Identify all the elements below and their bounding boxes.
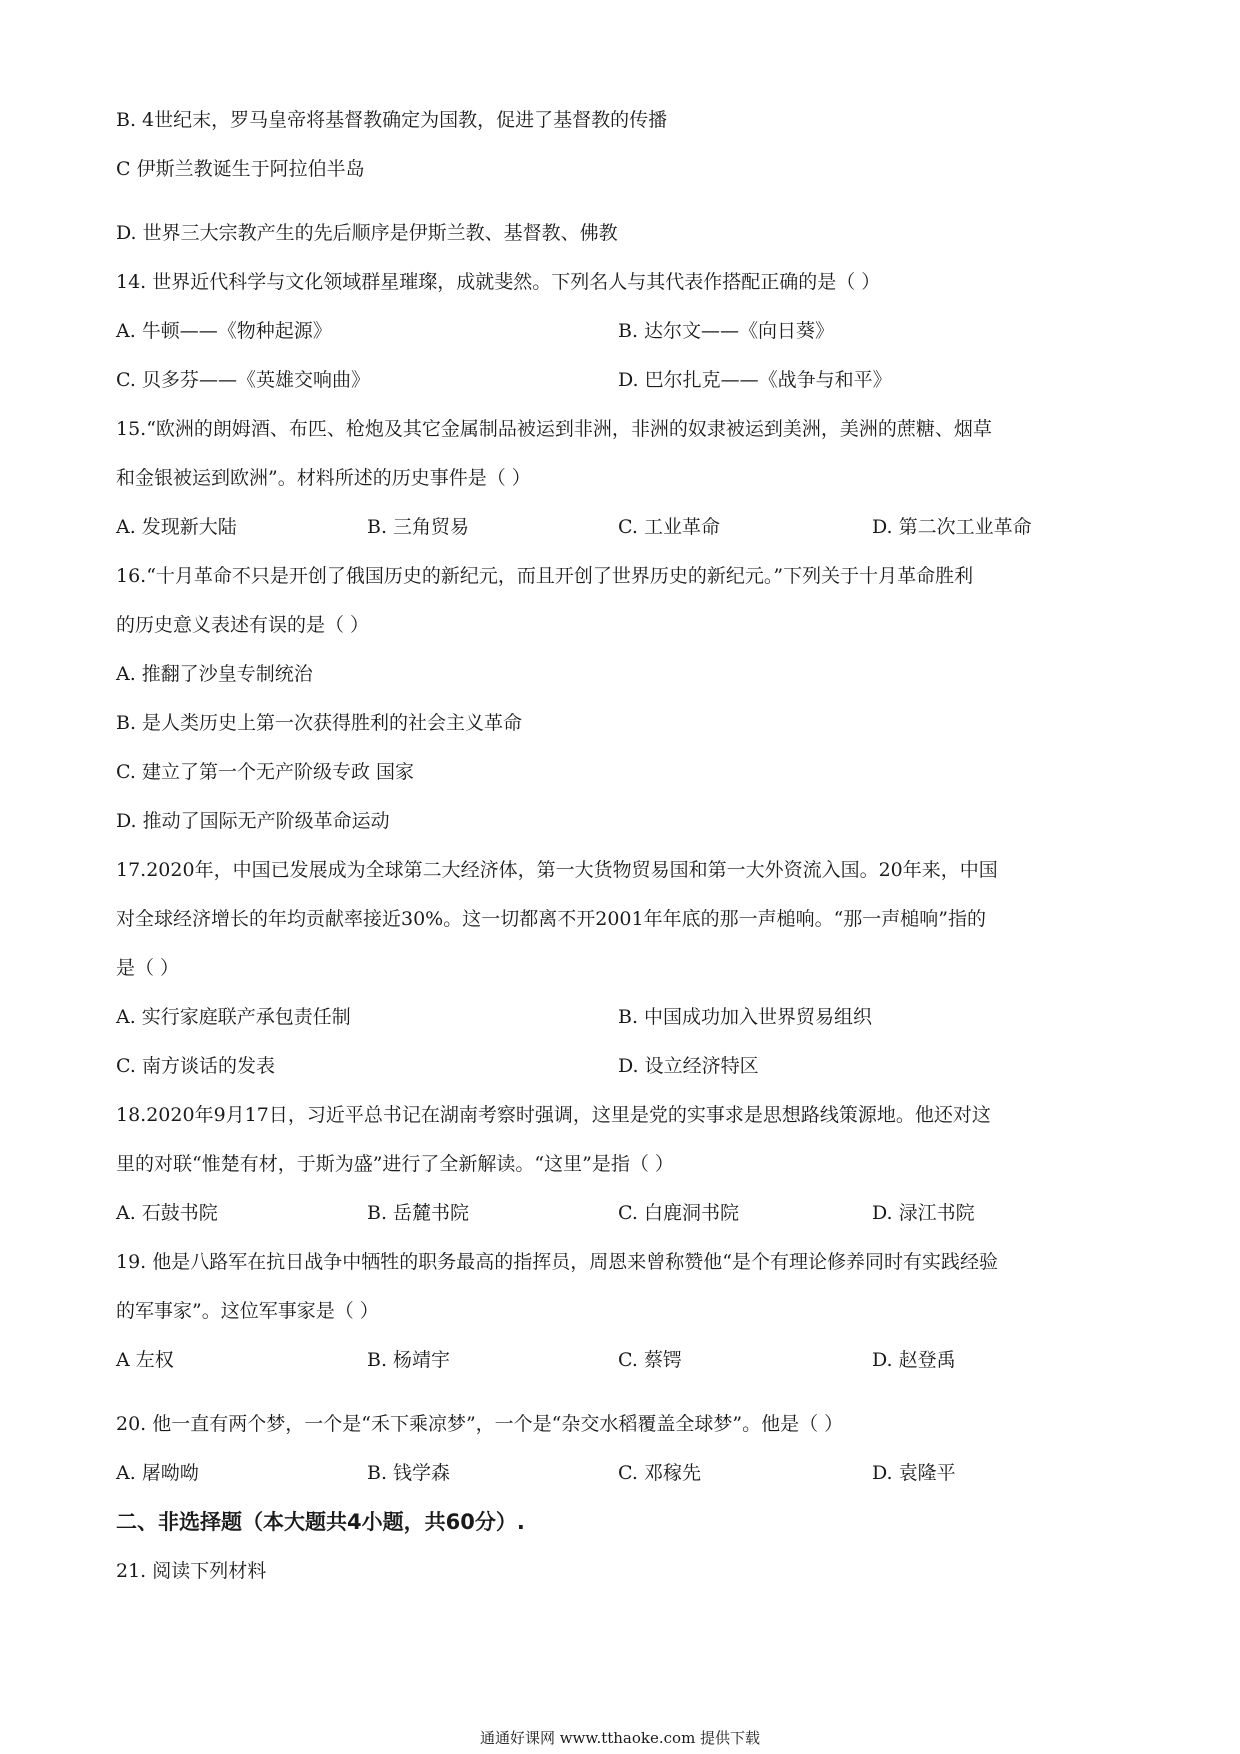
q18-option-b: B. 岳麓书院 xyxy=(367,1202,470,1224)
q15-option-d: D. 第二次工业革命 xyxy=(872,516,1032,538)
q20-option-d: D. 袁隆平 xyxy=(872,1462,956,1484)
q13-option-c: C 伊斯兰教诞生于阿拉伯半岛 xyxy=(116,158,365,180)
q19-option-b: B. 杨靖宇 xyxy=(367,1349,451,1371)
q17-option-d: D. 设立经济特区 xyxy=(618,1055,759,1077)
q17-option-c: C. 南方谈话的发表 xyxy=(116,1055,275,1077)
q18-option-a: A. 石鼓书院 xyxy=(116,1202,218,1224)
q20-option-a: A. 屠呦呦 xyxy=(116,1462,199,1484)
q19-stem-line1: 19. 他是八路军在抗日战争中牺牲的职务最高的指挥员，周恩来曾称赞他“是个有理论修养同时有实践经验 xyxy=(116,1251,998,1273)
q19-stem-line2: 的军事家”。这位军事家是（ ） xyxy=(116,1300,379,1322)
q14-stem: 14. 世界近代科学与文化领域群星璀璨，成就斐然。下列名人与其代表作搭配正确的是（ ） xyxy=(116,271,881,293)
q13-option-b: B. 4世纪末，罗马皇帝将基督教确定为国教，促进了基督教的传播 xyxy=(116,109,668,131)
q16-stem-line1: 16.“十月革命不只是开创了俄国历史的新纪元，而且开创了世界历史的新纪元。”下列关于十月革命胜利 xyxy=(116,565,974,587)
q15-option-a: A. 发现新大陆 xyxy=(116,516,237,538)
q19-option-c: C. 蔡锷 xyxy=(618,1349,682,1371)
q17-stem-line2: 对全球经济增长的年均贡献率接近30%。这一切都离不开2001年年底的那一声槌响。“那一声槌响”指的 xyxy=(116,908,987,930)
q16-option-b: B. 是人类历史上第一次获得胜利的社会主义革命 xyxy=(116,712,523,734)
q18-stem-line2: 里的对联“惟楚有材，于斯为盛”进行了全新解读。“这里”是指（ ） xyxy=(116,1153,674,1175)
q18-stem-line1: 18.2020年9月17日，习近平总书记在湖南考察时强调，这里是党的实事求是思想路线策源地。他还对这 xyxy=(116,1104,991,1126)
q14-option-a: A. 牛顿——《物种起源》 xyxy=(116,320,332,342)
q16-option-d: D. 推动了国际无产阶级革命运动 xyxy=(116,810,390,832)
q17-stem-line1: 17.2020年，中国已发展成为全球第二大经济体，第一大货物贸易国和第一大外资流入国。20年来，中国 xyxy=(116,859,998,881)
q15-stem-line2: 和金银被运到欧洲”。材料所述的历史事件是（ ） xyxy=(116,467,531,489)
q16-option-a: A. 推翻了沙皇专制统治 xyxy=(116,663,313,685)
q17-option-b: B. 中国成功加入世界贸易组织 xyxy=(618,1006,873,1028)
q17-option-a: A. 实行家庭联产承包责任制 xyxy=(116,1006,351,1028)
q20-option-b: B. 钱学森 xyxy=(367,1462,451,1484)
q16-stem-line2: 的历史意义表述有误的是（ ） xyxy=(116,614,370,636)
q17-stem-line3: 是（ ） xyxy=(116,957,180,979)
q15-option-b: B. 三角贸易 xyxy=(367,516,470,538)
q19-option-a: A 左权 xyxy=(116,1349,174,1371)
q14-option-b: B. 达尔文——《向日葵》 xyxy=(618,320,835,342)
section-heading: 二、非选择题（本大题共4小题，共60分）. xyxy=(116,1510,525,1534)
q13-option-d: D. 世界三大宗教产生的先后顺序是伊斯兰教、基督教、佛教 xyxy=(116,222,618,244)
page-footer: 通通好课网 www.tthaoke.com 提供下载 xyxy=(479,1729,761,1747)
q20-option-c: C. 邓稼先 xyxy=(618,1462,701,1484)
q18-option-d: D. 渌江书院 xyxy=(872,1202,975,1224)
q19-option-d: D. 赵登禹 xyxy=(872,1349,956,1371)
q15-stem-line1: 15.“欧洲的朗姆酒、布匹、枪炮及其它金属制品被运到非洲，非洲的奴隶被运到美洲，美洲的蔗糖、烟草 xyxy=(116,418,992,440)
q14-option-d: D. 巴尔扎克——《战争与和平》 xyxy=(618,369,892,391)
q14-option-c: C. 贝多芬——《英雄交响曲》 xyxy=(116,369,370,391)
q16-option-c: C. 建立了第一个无产阶级专政 国家 xyxy=(116,761,414,783)
q20-stem: 20. 他一直有两个梦，一个是“禾下乘凉梦”，一个是“杂交水稻覆盖全球梦”。他是（ ） xyxy=(116,1413,844,1435)
q15-option-c: C. 工业革命 xyxy=(618,516,720,538)
q18-option-c: C. 白鹿洞书院 xyxy=(618,1202,739,1224)
q21-stem: 21. 阅读下列材料 xyxy=(116,1560,267,1582)
